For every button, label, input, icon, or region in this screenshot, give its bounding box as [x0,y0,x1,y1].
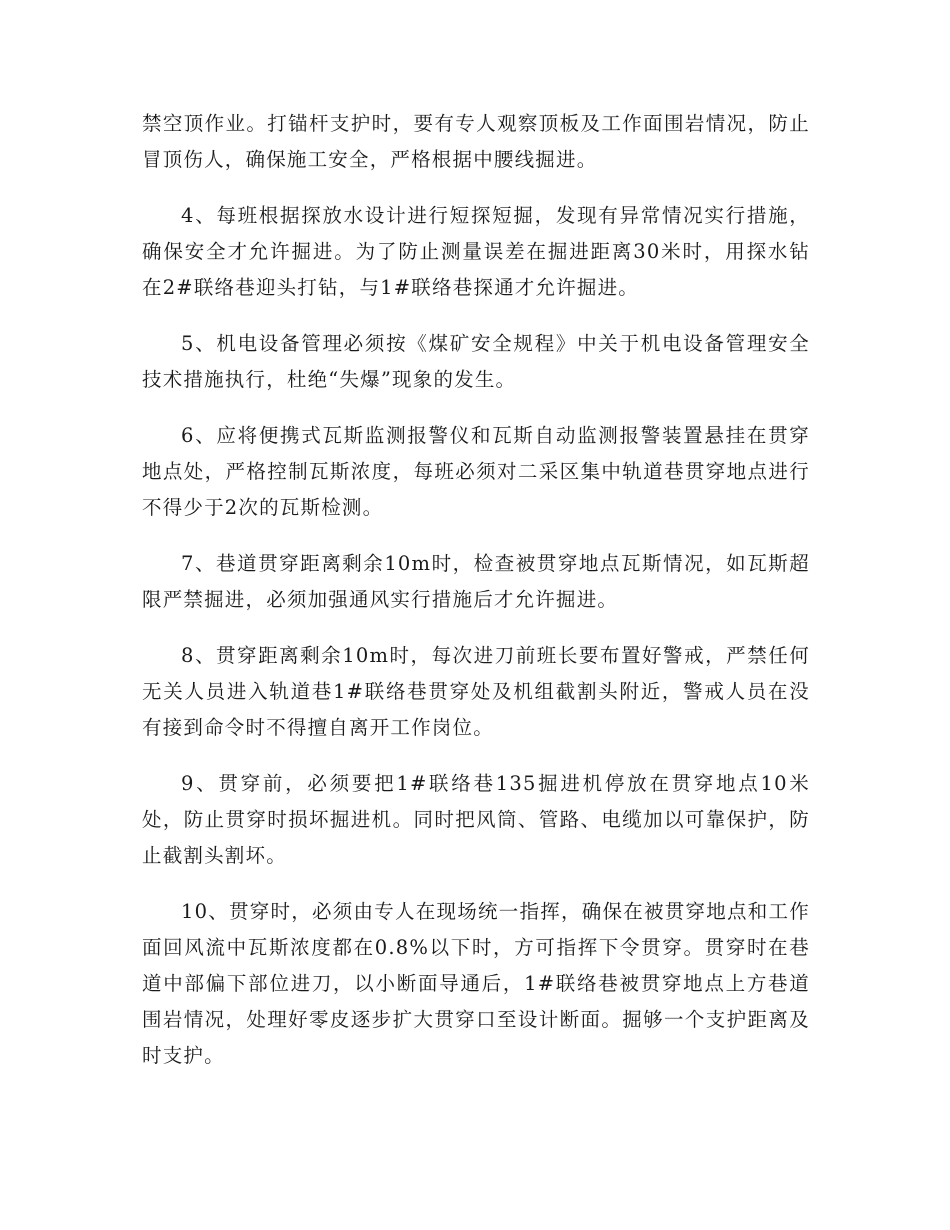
paragraph-item-5: 5、机电设备管理必须按《煤矿安全规程》中关于机电设备管理安全技术措施执行，杜绝“失爆”现象的发生。 [142,332,810,391]
paragraph-item-10: 10、贯穿时，必须由专人在现场统一指挥，确保在被贯穿地点和工作面回风流中瓦斯浓度都在0.8%以下时，方可指挥下令贯穿。贯穿时在巷道中部偏下部位进刀，以小断面导通后，1#联络巷被贯穿地点上方巷道围岩情况，处理好零皮逐步扩大贯穿口至设计断面。掘够一个支护距离及时支护。 [142,900,810,1067]
paragraph-item-7: 7、巷道贯穿距离剩余10m时，检查被贯穿地点瓦斯情况，如瓦斯超限严禁掘进，必须加强通风实行措施后才允许掘进。 [142,552,810,611]
paragraph-item-8: 8、贯穿距离剩余10m时，每次进刀前班长要布置好警戒，严禁任何无关人员进入轨道巷1#联络巷贯穿处及机组截割头附近，警戒人员在没有接到命令时不得擅自离开工作岗位。 [142,644,810,739]
paragraph-item-6: 6、应将便携式瓦斯监测报警仪和瓦斯自动监测报警装置悬挂在贯穿地点处，严格控制瓦斯浓度，每班必须对二采区集中轨道巷贯穿地点进行不得少于2次的瓦斯检测。 [142,424,810,519]
paragraph-continuation: 禁空顶作业。打锚杆支护时，要有专人观察顶板及工作面围岩情况，防止冒顶伤人，确保施工安全，严格根据中腰线掘进。 [142,112,810,171]
document-body [142,106,810,1094]
paragraph-item-4: 4、每班根据探放水设计进行短探短掘，发现有异常情况实行措施，确保安全才允许掘进。为了防止测量误差在掘进距离30米时，用探水钻在2#联络巷迎头打钻，与1#联络巷探通才允许掘进。 [142,204,810,299]
paragraph-item-9: 9、贯穿前，必须要把1#联络巷135掘进机停放在贯穿地点10米处，防止贯穿时损坏掘进机。同时把风筒、管路、电缆加以可靠保护，防止截割头割坏。 [142,772,810,867]
